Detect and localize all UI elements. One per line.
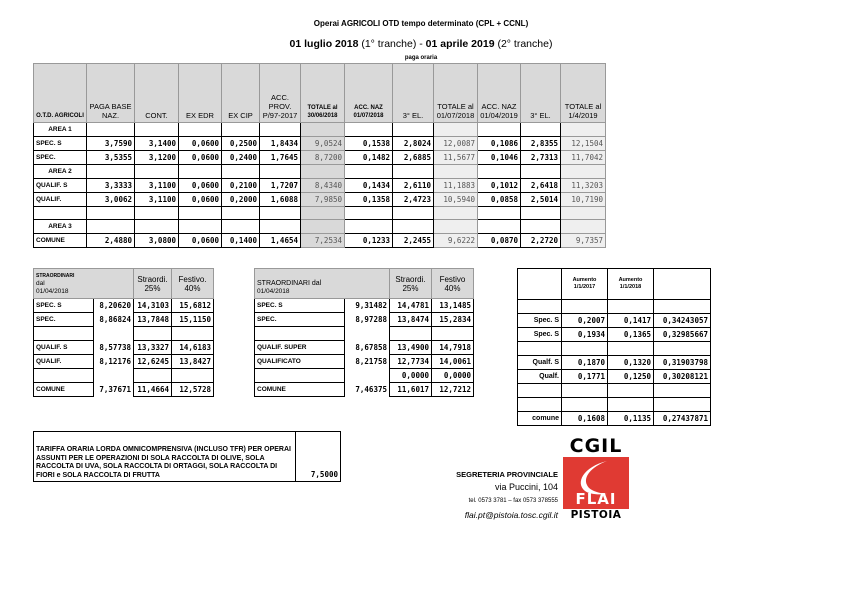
value-cell <box>561 165 606 179</box>
value-cell <box>222 220 260 234</box>
value-cell <box>393 165 434 179</box>
category-label <box>518 300 562 314</box>
overtime-rate: 12,6245 <box>134 355 172 369</box>
value-cell <box>135 165 179 179</box>
base-rate: 8,21758 <box>355 357 387 366</box>
overtime-table-1 <box>33 268 214 397</box>
value-cell: 10,5940 <box>434 193 478 207</box>
value-cell: 2,4723 <box>393 193 434 207</box>
value-cell <box>301 220 345 234</box>
value-cell: 0,1400 <box>222 234 260 248</box>
table-row <box>255 313 474 327</box>
value-cell: 0,1233 <box>345 234 393 248</box>
value-cell: 0,1482 <box>345 151 393 165</box>
value-cell: 3,0800 <box>135 234 179 248</box>
column-header: EX EDR <box>179 64 222 123</box>
increase-2018 <box>608 398 654 412</box>
category-label: COMUNE <box>34 383 94 397</box>
overtime-rate: 13,3327 <box>134 341 172 355</box>
value-cell <box>561 207 606 220</box>
table-row <box>518 356 711 370</box>
increases-table <box>517 268 711 426</box>
value-cell <box>87 165 135 179</box>
column-header: CONT. <box>135 64 179 123</box>
value-cell: 11,1883 <box>434 179 478 193</box>
area-label: AREA 2 <box>34 165 87 179</box>
value-cell: 8,7200 <box>301 151 345 165</box>
document-title: Operai AGRICOLI OTD tempo determinato (CPL + CCNL) <box>313 19 529 28</box>
logo-red-block <box>563 457 629 509</box>
overtime-rate: 13,4900 <box>390 341 432 355</box>
value-cell: 0,1086 <box>478 137 521 151</box>
harvest-rate-table <box>33 431 341 482</box>
value-cell: 1,8434 <box>260 137 301 151</box>
value-cell: 1,7645 <box>260 151 301 165</box>
value-cell: 1,4654 <box>260 234 301 248</box>
category-label: COMUNE <box>255 383 345 397</box>
value-cell: 0,2400 <box>222 151 260 165</box>
holiday-rate: 15,6812 <box>172 299 214 313</box>
increase-2017 <box>562 342 608 356</box>
table-row <box>518 328 711 342</box>
value-cell <box>260 123 301 137</box>
value-cell <box>434 207 478 220</box>
value-cell: 0,0600 <box>179 137 222 151</box>
overtime-table-2-header <box>255 269 390 299</box>
harvest-rate-value: 7,5000 <box>296 432 341 482</box>
overtime-header-line1: STRAORDINARI dal <box>257 280 322 287</box>
category-label: SPEC. <box>255 313 345 327</box>
column-header: TOTALE al 1/4/2019 <box>561 64 606 123</box>
secretariat-label: SEGRETERIA PROVINCIALE <box>456 470 558 479</box>
col-festivo: Festivo. 40% <box>172 269 214 299</box>
category-label: SPEC. S <box>255 299 345 313</box>
table-row <box>518 342 711 356</box>
value-cell <box>434 220 478 234</box>
table-row <box>255 355 474 369</box>
value-cell <box>478 123 521 137</box>
base-rate: 8,20620 <box>99 301 131 311</box>
value-cell: 8,4340 <box>301 179 345 193</box>
value-cell <box>561 123 606 137</box>
base-rate: 7,37671 <box>99 385 131 394</box>
value-cell: 11,7042 <box>561 151 606 165</box>
increase-2017 <box>562 398 608 412</box>
col-straordi: Straordi. 25% <box>134 269 172 299</box>
column-header: EX CIP <box>222 64 260 123</box>
value-cell: 10,7190 <box>561 193 606 207</box>
holiday-rate: 13,1485 <box>432 299 474 313</box>
overtime-header-line2: 01/04/2018 <box>257 288 290 295</box>
column-header: TOTALE al 01/07/2018 <box>434 64 478 123</box>
value-cell <box>478 165 521 179</box>
category-label: QUALIF. S <box>34 341 94 355</box>
value-cell: 1,6088 <box>260 193 301 207</box>
value-cell: 0,0600 <box>179 151 222 165</box>
area-label: AREA 1 <box>34 123 87 137</box>
increase-2017: 0,1934 <box>562 328 608 342</box>
value-cell: 0,1046 <box>478 151 521 165</box>
table-row <box>34 341 214 355</box>
overtime-header-line3: 01/04/2018 <box>36 288 69 295</box>
holiday-rate: 15,1150 <box>172 313 214 327</box>
base-rate: 8,86824 <box>99 315 131 324</box>
value-cell <box>393 123 434 137</box>
value-cell: 0,0858 <box>478 193 521 207</box>
logo-pistoia-text: PISTOIA <box>570 509 622 521</box>
value-cell <box>478 207 521 220</box>
value-cell <box>301 207 345 220</box>
base-rate: 8,67858 <box>355 343 387 352</box>
increase-total: 0,27437871 <box>654 412 711 426</box>
overtime-rate: 13,8474 <box>390 313 432 327</box>
value-cell: 2,6885 <box>393 151 434 165</box>
value-cell: 2,6418 <box>521 179 561 193</box>
value-cell <box>345 123 393 137</box>
second-tranche-label: (2° tranche) <box>497 38 553 50</box>
value-cell: 3,5355 <box>87 151 135 165</box>
category-label <box>518 398 562 412</box>
overtime-rate: 14,3103 <box>134 299 172 313</box>
category-label <box>518 384 562 398</box>
value-cell <box>301 165 345 179</box>
column-header: ACC. NAZ 01/07/2018 <box>345 64 393 123</box>
value-cell <box>222 207 260 220</box>
increase-2017 <box>562 300 608 314</box>
category-label <box>34 369 94 383</box>
base-rate: 7,46375 <box>355 385 387 394</box>
value-cell <box>561 220 606 234</box>
category-label <box>518 342 562 356</box>
value-cell: 9,7357 <box>561 234 606 248</box>
value-cell: 0,1358 <box>345 193 393 207</box>
value-cell: 2,2720 <box>521 234 561 248</box>
holiday-rate <box>172 327 214 341</box>
value-cell <box>345 165 393 179</box>
area-row <box>34 220 606 234</box>
value-cell: 0,0870 <box>478 234 521 248</box>
value-cell <box>135 123 179 137</box>
table-caption: paga oraria <box>404 55 438 61</box>
first-tranche-label: (1° tranche) - <box>361 38 423 50</box>
value-cell: 0,2500 <box>222 137 260 151</box>
value-cell: 0,1012 <box>478 179 521 193</box>
value-cell: 3,1200 <box>135 151 179 165</box>
table-row <box>34 193 606 207</box>
value-cell: 1,7207 <box>260 179 301 193</box>
table-row <box>34 151 606 165</box>
category-label: SPEC. S <box>34 299 94 313</box>
increase-total <box>654 300 711 314</box>
value-cell: 3,7590 <box>87 137 135 151</box>
base-rate <box>345 327 390 341</box>
increase-2017: 0,1608 <box>562 412 608 426</box>
value-cell <box>434 123 478 137</box>
value-cell: 0,0600 <box>179 193 222 207</box>
holiday-rate: 14,6183 <box>172 341 214 355</box>
increase-2018 <box>608 342 654 356</box>
table-row <box>518 370 711 384</box>
table-row <box>255 383 474 397</box>
value-cell <box>222 165 260 179</box>
increase-2018: 0,1365 <box>608 328 654 342</box>
value-cell <box>179 123 222 137</box>
overtime-header-line2: dal <box>36 280 45 287</box>
col-increase-2018: Aumento 1/1/2018 <box>608 269 654 300</box>
category-label: QUALIF. <box>34 193 87 207</box>
value-cell: 12,1504 <box>561 137 606 151</box>
value-cell: 7,2534 <box>301 234 345 248</box>
harvest-rate-description: TARIFFA ORARIA LORDA OMNICOMPRENSIVA (INCLUSO TFR) PER OPERAI ASSUNTI PER LE OPERAZIONI DI SOLA RACCOLTA DI OLIVE, SOLA RACCOLTA DI UVA, SOLA RACCOLTA DI ORTAGGI, SOLA RACCOLTA DI FIORI e SOLA RACCOLTA DI FRUTTA <box>34 432 296 482</box>
value-cell: 2,8024 <box>393 137 434 151</box>
increases-empty-header <box>518 269 562 300</box>
increase-2018: 0,1135 <box>608 412 654 426</box>
holiday-rate: 12,7212 <box>432 383 474 397</box>
column-header: O.T.D. AGRICOLI <box>34 64 87 123</box>
table-row <box>518 412 711 426</box>
column-header: ACC. NAZ 01/04/2019 <box>478 64 521 123</box>
category-label: Qualf. S <box>518 356 562 370</box>
category-label: QUALIF. <box>34 355 94 369</box>
value-cell <box>393 207 434 220</box>
category-label: SPEC. <box>34 151 87 165</box>
increase-2017: 0,2007 <box>562 314 608 328</box>
overtime-rate <box>390 327 432 341</box>
value-cell <box>222 123 260 137</box>
value-cell <box>260 220 301 234</box>
value-cell <box>87 123 135 137</box>
document-subtitle <box>0 38 842 50</box>
value-cell: 0,1434 <box>345 179 393 193</box>
category-label <box>255 327 345 341</box>
base-rate <box>94 369 134 383</box>
value-cell: 2,5014 <box>521 193 561 207</box>
value-cell: 11,3203 <box>561 179 606 193</box>
overtime-rate: 14,4781 <box>390 299 432 313</box>
holiday-rate: 0,0000 <box>432 369 474 383</box>
increase-total: 0,32985667 <box>654 328 711 342</box>
holiday-rate: 14,7918 <box>432 341 474 355</box>
increase-total: 0,34243057 <box>654 314 711 328</box>
value-cell: 7,9850 <box>301 193 345 207</box>
value-cell <box>521 220 561 234</box>
spacer-row <box>34 207 606 220</box>
table-row <box>255 341 474 355</box>
category-label <box>34 327 94 341</box>
pay-rate-table <box>33 63 606 248</box>
holiday-rate: 12,5728 <box>172 383 214 397</box>
increase-total: 0,30208121 <box>654 370 711 384</box>
value-cell <box>260 165 301 179</box>
holiday-rate: 14,0061 <box>432 355 474 369</box>
value-cell <box>521 165 561 179</box>
category-label: SPEC. <box>34 313 94 327</box>
table-row <box>518 300 711 314</box>
value-cell: 11,5677 <box>434 151 478 165</box>
base-rate: 9,31482 <box>355 301 387 311</box>
value-cell: 2,7313 <box>521 151 561 165</box>
value-cell <box>521 207 561 220</box>
area-row <box>34 165 606 179</box>
increase-2017: 0,1870 <box>562 356 608 370</box>
value-cell <box>393 220 434 234</box>
phone-fax: tel. 0573 3781 – fax 0573 378555 <box>468 498 558 504</box>
value-cell <box>434 165 478 179</box>
column-header: TOTALE al 30/06/2018 <box>301 64 345 123</box>
table-row <box>34 179 606 193</box>
overtime-rate <box>134 327 172 341</box>
value-cell <box>135 207 179 220</box>
base-rate <box>94 327 134 341</box>
table-row <box>34 383 214 397</box>
value-cell: 9,6222 <box>434 234 478 248</box>
value-cell: 2,4880 <box>87 234 135 248</box>
col-festivo: Festivo 40% <box>432 269 474 299</box>
table-row <box>34 369 214 383</box>
overtime-rate: 13,7848 <box>134 313 172 327</box>
value-cell: 0,0600 <box>179 179 222 193</box>
overtime-rate <box>134 369 172 383</box>
value-cell <box>87 220 135 234</box>
value-cell: 3,1100 <box>135 179 179 193</box>
value-cell: 3,1400 <box>135 137 179 151</box>
category-label <box>255 369 345 383</box>
value-cell: 3,3333 <box>87 179 135 193</box>
base-rate: 8,97288 <box>355 315 387 324</box>
table-row <box>34 299 214 313</box>
table-row <box>255 327 474 341</box>
table-row <box>34 234 606 248</box>
increase-total: 0,31903798 <box>654 356 711 370</box>
table-header-row <box>34 64 606 123</box>
category-label: QUALIF. SUPER <box>255 341 345 355</box>
value-cell <box>179 165 222 179</box>
address: via Puccini, 104 <box>494 482 558 492</box>
area-label: AREA 3 <box>34 220 87 234</box>
value-cell: 0,2000 <box>222 193 260 207</box>
category-label: comune <box>518 412 562 426</box>
value-cell <box>301 123 345 137</box>
value-cell <box>345 207 393 220</box>
value-cell: 3,1100 <box>135 193 179 207</box>
value-cell: 2,8355 <box>521 137 561 151</box>
area-row <box>34 123 606 137</box>
table-row <box>34 137 606 151</box>
col-straordi: Straordi. 25% <box>390 269 432 299</box>
holiday-rate: 13,8427 <box>172 355 214 369</box>
table-row <box>34 313 214 327</box>
table-row <box>34 355 214 369</box>
value-cell <box>521 123 561 137</box>
holiday-rate <box>432 327 474 341</box>
increase-2018: 0,1320 <box>608 356 654 370</box>
overtime-rate: 12,7734 <box>390 355 432 369</box>
increase-total <box>654 342 711 356</box>
col-increase-total <box>654 269 711 300</box>
increase-total <box>654 398 711 412</box>
base-rate <box>345 369 390 383</box>
category-label: Spec. S <box>518 328 562 342</box>
value-cell: 3,0062 <box>87 193 135 207</box>
column-header: ACC. PROV. P/97-2017 <box>260 64 301 123</box>
overtime-rate: 11,6017 <box>390 383 432 397</box>
value-cell: 0,0600 <box>179 234 222 248</box>
base-rate: 8,57738 <box>99 343 131 352</box>
logo-cgil-text: CGIL <box>569 435 623 457</box>
email-link[interactable]: flai.pt@pistoia.tosc.cgil.it <box>464 510 558 520</box>
table-row <box>255 299 474 313</box>
overtime-table-1-header <box>34 269 134 299</box>
increase-2018: 0,1250 <box>608 370 654 384</box>
holiday-rate: 15,2834 <box>432 313 474 327</box>
overtime-header-line1: STRAORDINARI <box>36 273 75 279</box>
table-row <box>34 327 214 341</box>
table-row <box>518 398 711 412</box>
value-cell: 2,6110 <box>393 179 434 193</box>
increase-2018 <box>608 384 654 398</box>
value-cell <box>345 220 393 234</box>
increase-2017 <box>562 384 608 398</box>
logo-flai-text: FLAI <box>575 490 617 508</box>
category-label: Qualf. <box>518 370 562 384</box>
increase-2018: 0,1417 <box>608 314 654 328</box>
value-cell <box>135 220 179 234</box>
category-label: QUALIF. S <box>34 179 87 193</box>
value-cell: 0,1538 <box>345 137 393 151</box>
value-cell: 0,2100 <box>222 179 260 193</box>
table-row <box>518 314 711 328</box>
date-first-tranche: 01 luglio 2018 <box>289 38 359 50</box>
increase-total <box>654 384 711 398</box>
base-rate: 8,12176 <box>99 357 131 366</box>
category-label: QUALIFICATO <box>255 355 345 369</box>
value-cell: 2,2455 <box>393 234 434 248</box>
value-cell <box>179 207 222 220</box>
column-header: 3° EL. <box>393 64 434 123</box>
value-cell: 9,0524 <box>301 137 345 151</box>
value-cell <box>179 220 222 234</box>
cgil-flai-logo <box>563 436 629 522</box>
category-label: Spec. S <box>518 314 562 328</box>
category-label: SPEC. S <box>34 137 87 151</box>
column-header: 3° EL. <box>521 64 561 123</box>
column-header: PAGA BASE NAZ. <box>87 64 135 123</box>
date-second-tranche: 01 aprile 2019 <box>425 38 495 50</box>
increase-2018 <box>608 300 654 314</box>
value-cell <box>87 207 135 220</box>
category-label <box>34 207 87 220</box>
overtime-rate: 11,4664 <box>134 383 172 397</box>
table-row <box>518 384 711 398</box>
category-label: COMUNE <box>34 234 87 248</box>
increase-2017: 0,1771 <box>562 370 608 384</box>
overtime-table-2 <box>254 268 474 397</box>
value-cell <box>260 207 301 220</box>
value-cell <box>478 220 521 234</box>
holiday-rate <box>172 369 214 383</box>
overtime-rate: 0,0000 <box>390 369 432 383</box>
table-row <box>255 369 474 383</box>
col-increase-2017: Aumento 1/1/2017 <box>562 269 608 300</box>
value-cell: 12,0087 <box>434 137 478 151</box>
